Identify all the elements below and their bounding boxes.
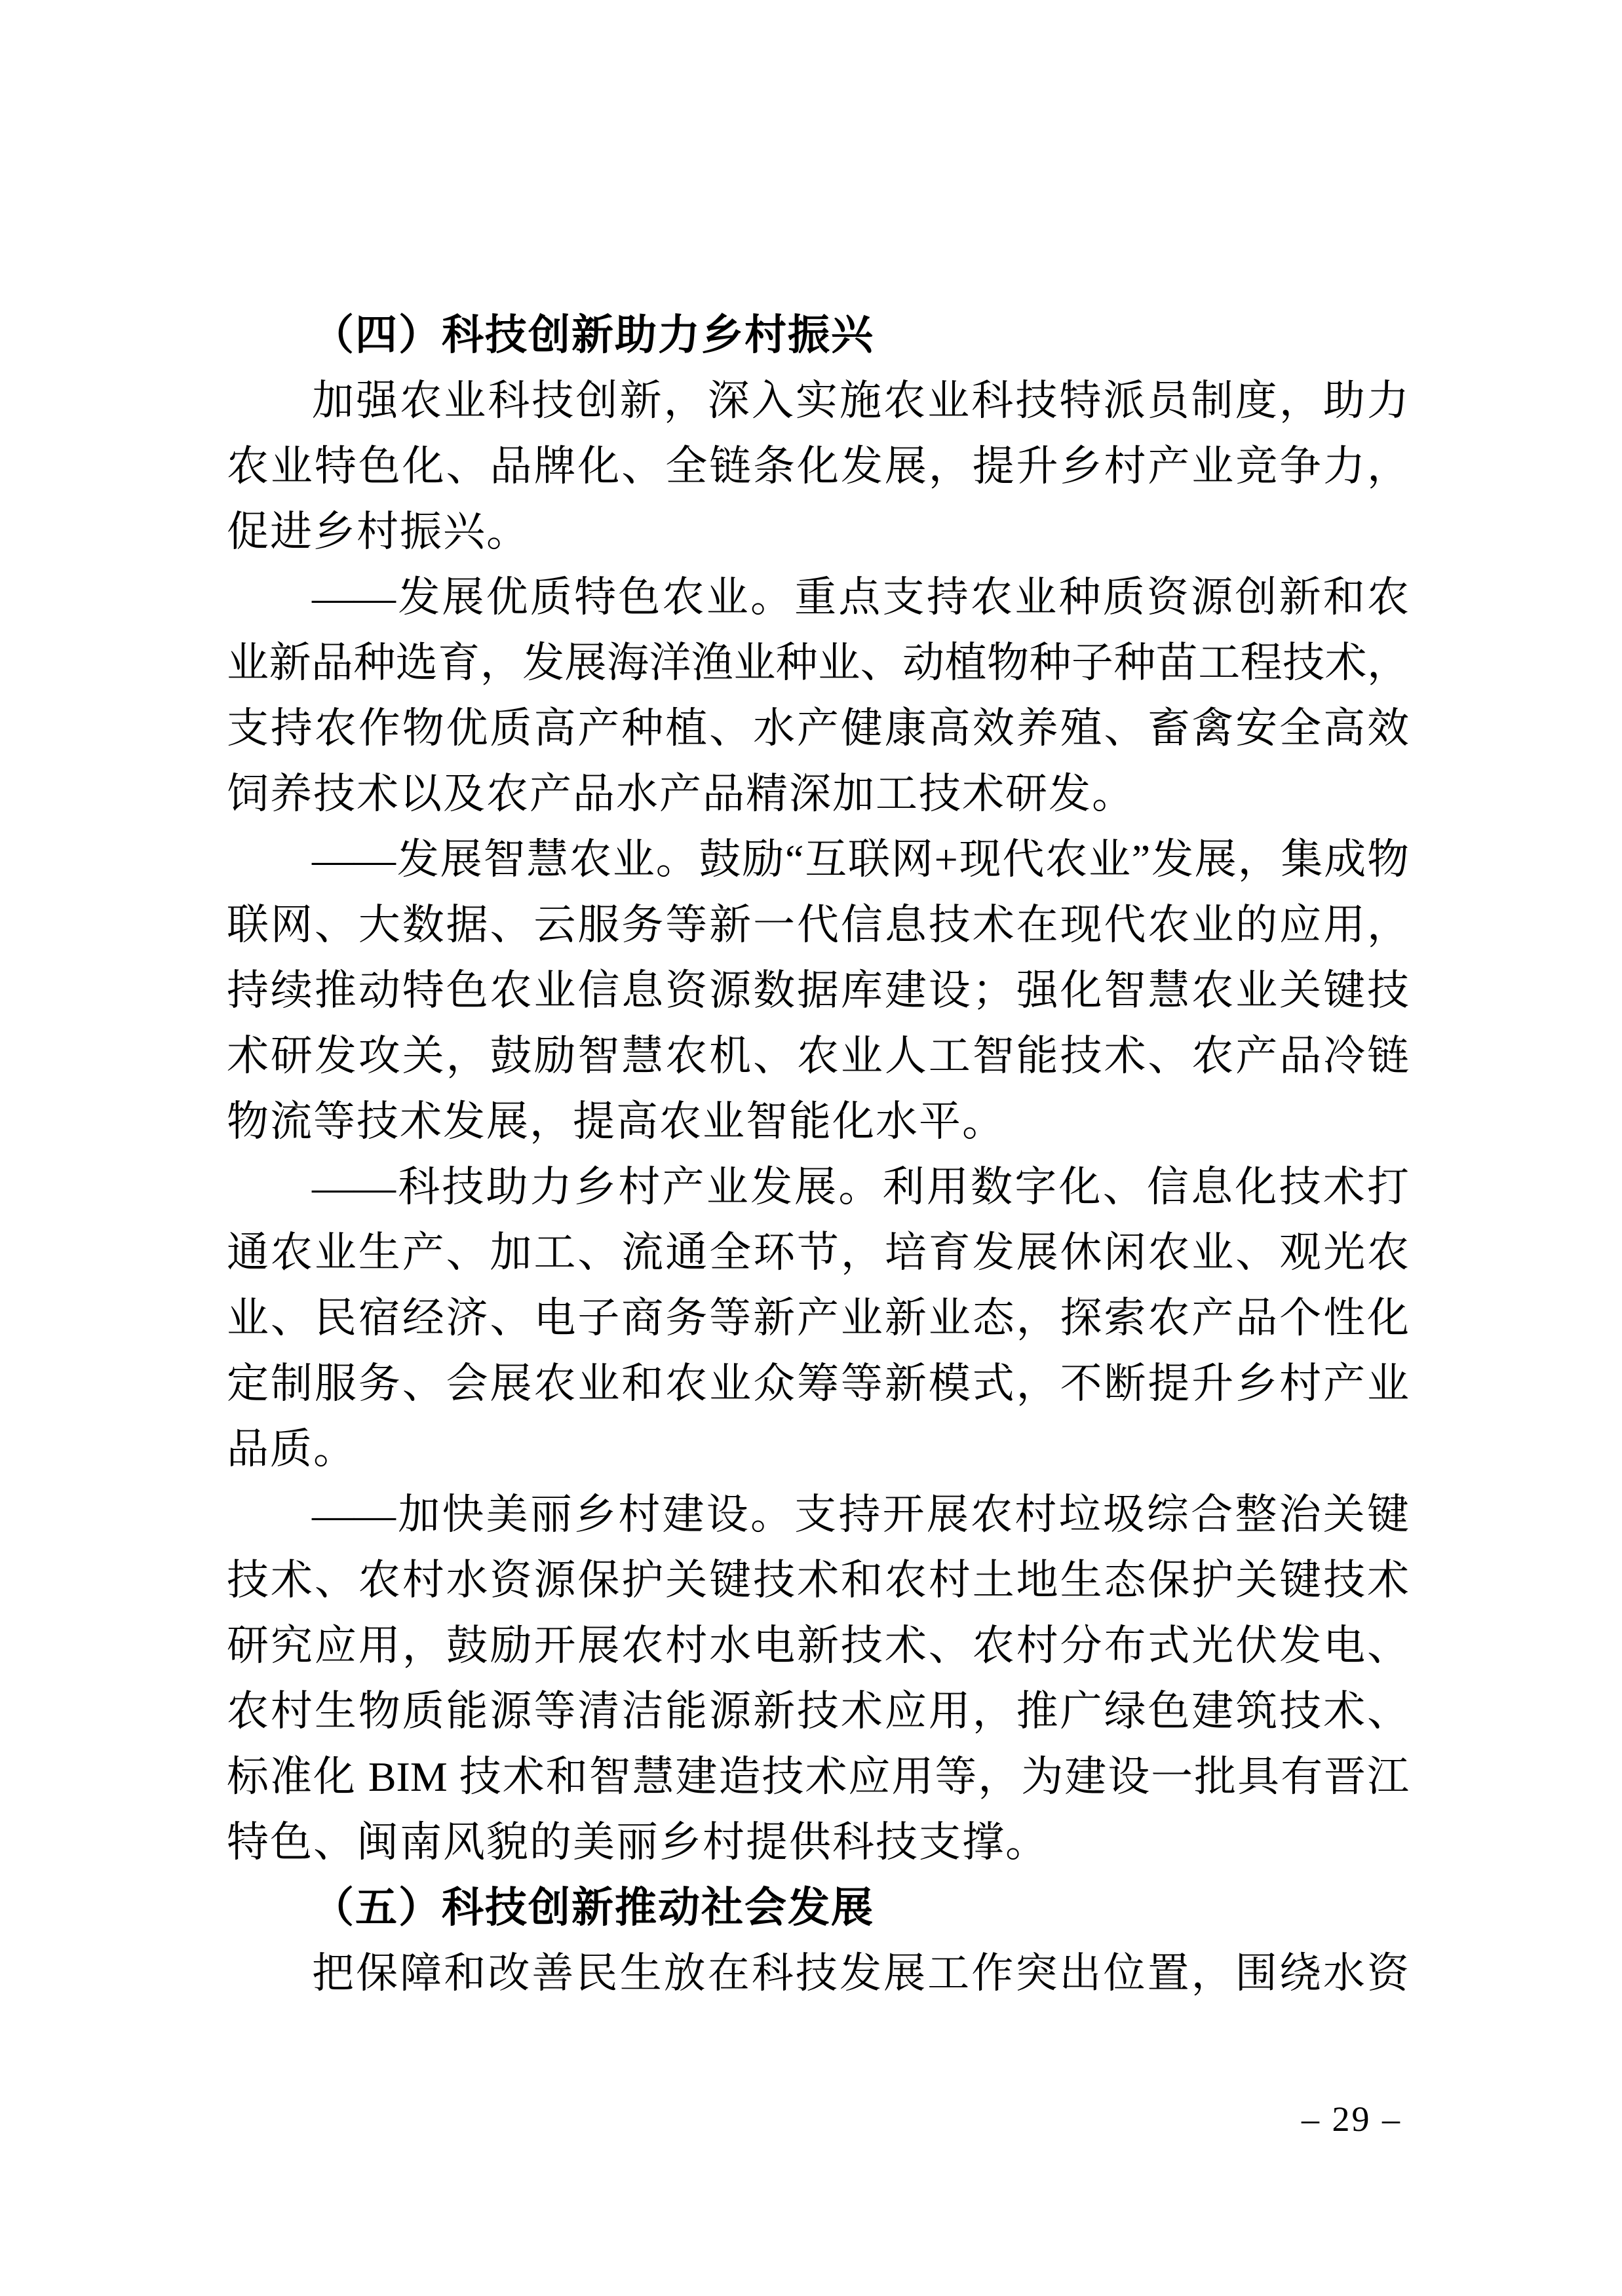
body-line: 支持农作物优质高产种植、水产健康高效养殖、畜禽安全高效	[227, 705, 1409, 752]
document-body	[227, 303, 1409, 2006]
page-number: – 29 –	[1302, 2099, 1402, 2139]
body-line: 加强农业科技创新，深入实施农业科技特派员制度，助力	[312, 377, 1409, 424]
body-line: ——加快美丽乡村建设。支持开展农村垃圾综合整治关键	[312, 1491, 1409, 1538]
body-line: 术研发攻关，鼓励智慧农机、农业人工智能技术、农产品冷链	[227, 1033, 1409, 1079]
body-line: 业、民宿经济、电子商务等新产业新业态，探索农产品个性化	[227, 1295, 1409, 1341]
body-line: 农业特色化、品牌化、全链条化发展，提升乡村产业竞争力，	[227, 443, 1409, 489]
body-line: 特色、闽南风貌的美丽乡村提供科技支撑。	[227, 1819, 1049, 1866]
body-line: 促进乡村振兴。	[227, 508, 530, 555]
body-line: 标准化 BIM 技术和智慧建造技术应用等，为建设一批具有晋江	[227, 1753, 1409, 1800]
body-line: 物流等技术发展，提高农业智能化水平。	[227, 1098, 1005, 1145]
body-line: 农村生物质能源等清洁能源新技术应用，推广绿色建筑技术、	[227, 1688, 1409, 1734]
section-heading-4: （四）科技创新助力乡村振兴	[312, 312, 874, 358]
body-line: 联网、大数据、云服务等新一代信息技术在现代农业的应用，	[227, 902, 1409, 948]
body-line: 业新品种选育，发展海洋渔业种业、动植物种子种苗工程技术，	[227, 640, 1409, 686]
body-line: ——科技助力乡村产业发展。利用数字化、信息化技术打	[312, 1164, 1409, 1210]
body-line: 饲养技术以及农产品水产品精深加工技术研发。	[227, 771, 1135, 817]
body-line: 把保障和改善民生放在科技发展工作突出位置，围绕水资	[312, 1950, 1409, 1997]
section-heading-5: （五）科技创新推动社会发展	[312, 1885, 874, 1931]
body-line: 品质。	[227, 1426, 357, 1472]
body-line: 研究应用，鼓励开展农村水电新技术、农村分布式光伏发电、	[227, 1622, 1409, 1669]
body-line: ——发展智慧农业。鼓励“互联网+现代农业”发展，集成物	[312, 836, 1409, 883]
body-line: 持续推动特色农业信息资源数据库建设；强化智慧农业关键技	[227, 967, 1409, 1014]
body-line: 通农业生产、加工、流通全环节，培育发展休闲农业、观光农	[227, 1229, 1409, 1276]
body-line: 定制服务、会展农业和农业众筹等新模式，不断提升乡村产业	[227, 1360, 1409, 1407]
body-line: ——发展优质特色农业。重点支持农业种质资源创新和农	[312, 574, 1409, 621]
body-line: 技术、农村水资源保护关键技术和农村土地生态保护关键技术	[227, 1557, 1409, 1603]
